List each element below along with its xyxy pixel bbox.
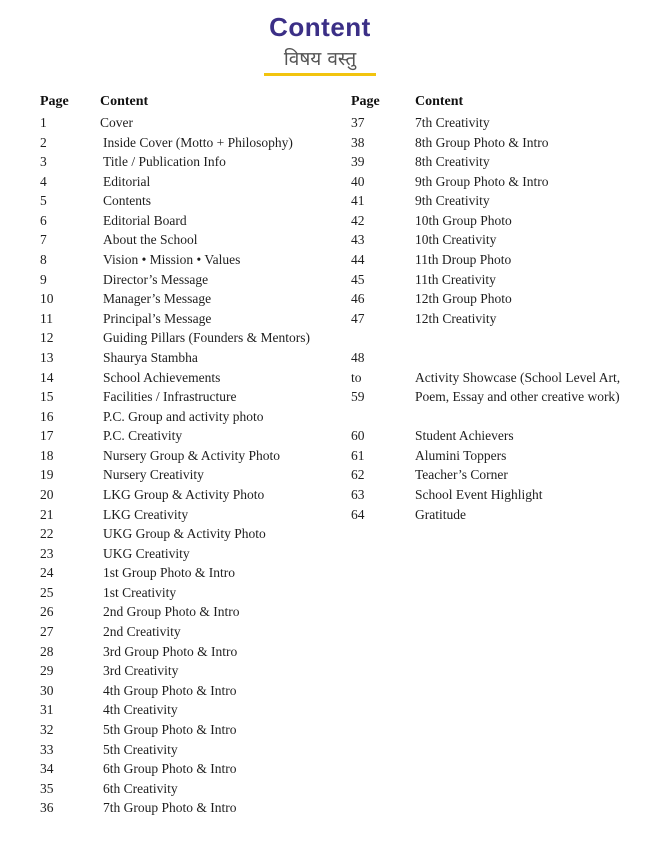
toc-page-number: 29: [40, 663, 54, 679]
toc-page-number: 11: [40, 310, 53, 326]
toc-page-number: 2: [40, 134, 47, 150]
toc-entry-title: UKG Group & Activity Photo: [103, 526, 266, 542]
toc-entry-title: P.C. Group and activity photo: [103, 408, 264, 424]
toc-page-number: 8: [40, 252, 47, 268]
toc-entry-title: Activity Showcase (School Level Art,: [415, 369, 621, 385]
toc-entry-title: Facilities / Infrastructure: [103, 389, 237, 405]
toc-entry-title: UKG Creativity: [103, 545, 190, 561]
toc-page-number: 34: [40, 761, 54, 777]
toc-page-number: 40: [351, 173, 365, 189]
left-content-header: Content: [100, 94, 149, 109]
toc-page-number: 21: [40, 506, 54, 522]
toc-entry-title: Editorial: [103, 173, 151, 189]
toc-entry-title: 12th Group Photo: [415, 291, 512, 307]
toc-entry-title: Guiding Pillars (Founders & Mentors): [103, 330, 310, 346]
toc-page-number: 23: [40, 545, 54, 561]
toc-entry-title: 2nd Creativity: [103, 624, 181, 640]
toc-page-number: 39: [351, 154, 365, 170]
toc-page-number: 38: [351, 134, 365, 150]
toc-page-number: 46: [351, 291, 365, 307]
toc-page-number: 3: [40, 154, 47, 170]
toc-entry-title: Manager’s Message: [103, 291, 212, 307]
toc-entry-title: 2nd Group Photo & Intro: [103, 604, 240, 620]
toc-page-number: 17: [40, 428, 54, 444]
toc-page-number: 15: [40, 389, 54, 405]
toc-page-number: 47: [351, 310, 365, 326]
toc-entry-title: LKG Creativity: [103, 506, 189, 522]
toc-entry-title: About the School: [103, 232, 198, 248]
toc-entry-title: 1st Group Photo & Intro: [103, 565, 236, 581]
toc-page-number: 32: [40, 721, 54, 737]
toc-page-number: 41: [351, 193, 365, 209]
toc-page-number: 6: [40, 212, 47, 228]
right-content-header: Content: [415, 94, 464, 109]
toc-entry-title: 3rd Group Photo & Intro: [103, 643, 238, 659]
toc-page-number: 18: [40, 447, 54, 463]
toc-entry-title: 9th Creativity: [415, 193, 490, 209]
toc-page-number: 45: [351, 271, 365, 287]
toc-page-number: 10: [40, 291, 54, 307]
title-underline: [264, 73, 376, 76]
toc-page-number: 24: [40, 565, 54, 581]
toc-entry-title: Shaurya Stambha: [103, 349, 198, 365]
toc-page-number: 30: [40, 682, 54, 698]
toc-entry-title: Nursery Creativity: [103, 467, 204, 483]
toc-entry-title: LKG Group & Activity Photo: [103, 486, 265, 502]
toc-entry-title: School Event Highlight: [415, 486, 543, 502]
toc-entry-title: Student Achievers: [415, 428, 514, 444]
toc-entry-title: 5th Creativity: [103, 741, 178, 757]
toc-entry-title: 12th Creativity: [415, 310, 497, 326]
toc-page-number: 13: [40, 349, 54, 365]
toc-page-number: 20: [40, 486, 54, 502]
toc-entry-title: Title / Publication Info: [103, 154, 226, 170]
toc-entry-title: 6th Creativity: [103, 780, 178, 796]
toc-entry-title: P.C. Creativity: [103, 428, 183, 444]
toc-entry-title: 5th Group Photo & Intro: [103, 721, 237, 737]
toc-page-number: 27: [40, 624, 54, 640]
toc-page-number: 1: [40, 115, 47, 130]
right-page-header: Page: [351, 94, 380, 109]
toc-entry-title: Inside Cover (Motto + Philosophy): [103, 134, 293, 150]
toc-page-number: 26: [40, 604, 54, 620]
toc-page-number: 61: [351, 447, 365, 463]
toc-page-number: to: [351, 369, 362, 385]
toc-page-number: 48: [351, 349, 365, 365]
toc-entry-title: 9th Group Photo & Intro: [415, 173, 549, 189]
toc-page-number: 7: [40, 232, 47, 248]
toc-page-number: 59: [351, 389, 365, 405]
toc-page-number: 64: [351, 506, 365, 522]
toc-entry-title: Cover: [100, 115, 133, 130]
toc-entry-title: Principal’s Message: [103, 310, 212, 326]
toc-entry-title: 8th Group Photo & Intro: [415, 134, 549, 150]
toc-page-number: 37: [351, 115, 365, 130]
toc-page-number: 9: [40, 271, 47, 287]
toc-entry-title: Teacher’s Corner: [415, 467, 508, 483]
toc-page-number: 16: [40, 408, 54, 424]
toc-page-number: 25: [40, 584, 54, 600]
toc-page-number: 35: [40, 780, 54, 796]
toc-page-number: 33: [40, 741, 54, 757]
toc-entry-title: 10th Group Photo: [415, 212, 512, 228]
toc-entry-title: 11th Creativity: [415, 271, 496, 287]
toc-entry-title: 11th Droup Photo: [415, 252, 512, 268]
left-page-header: Page: [40, 94, 69, 109]
toc-page-number: 4: [40, 173, 47, 189]
page-subtitle-hindi: विषय वस्तु: [283, 48, 357, 70]
toc-entry-title: 8th Creativity: [415, 154, 490, 170]
toc-page-number: 63: [351, 486, 365, 502]
toc-entry-title: 3rd Creativity: [103, 663, 179, 679]
toc-entry-title: Contents: [103, 193, 152, 209]
toc-entry-title: 7th Group Photo & Intro: [103, 800, 237, 816]
toc-page-number: 44: [351, 252, 365, 268]
toc-entry-title: Editorial Board: [103, 212, 187, 228]
toc-page-number: 19: [40, 467, 54, 483]
toc-entry-title: 1st Creativity: [103, 584, 177, 600]
toc-entry-title: Vision • Mission • Values: [103, 252, 241, 268]
toc-entry-title: Poem, Essay and other creative work): [415, 389, 620, 405]
toc-entry-title: Nursery Group & Activity Photo: [103, 447, 280, 463]
toc-page-number: 62: [351, 467, 365, 483]
toc-page-number: 60: [351, 428, 365, 444]
toc-entry-title: 6th Group Photo & Intro: [103, 761, 237, 777]
toc-entry-title: 7th Creativity: [415, 115, 490, 130]
toc-entry-title: Director’s Message: [103, 271, 209, 287]
toc-page-number: 5: [40, 193, 47, 209]
toc-page-number: 42: [351, 212, 365, 228]
page-title: Content: [269, 12, 371, 42]
toc-entry-title: 10th Creativity: [415, 232, 497, 248]
toc-page-number: 36: [40, 800, 54, 816]
toc-entry-title: School Achievements: [103, 369, 221, 385]
toc-entry-title: Gratitude: [415, 506, 466, 522]
toc-page-number: 14: [40, 369, 54, 385]
toc-page-number: 28: [40, 643, 54, 659]
toc-page-number: 12: [40, 330, 54, 346]
toc-page-number: 31: [40, 702, 54, 718]
toc-entry-title: 4th Creativity: [103, 702, 178, 718]
toc-page-number: 22: [40, 526, 54, 542]
toc-entry-title: Alumini Toppers: [415, 447, 507, 463]
toc-entry-title: 4th Group Photo & Intro: [103, 682, 237, 698]
toc-page-number: 43: [351, 232, 365, 248]
